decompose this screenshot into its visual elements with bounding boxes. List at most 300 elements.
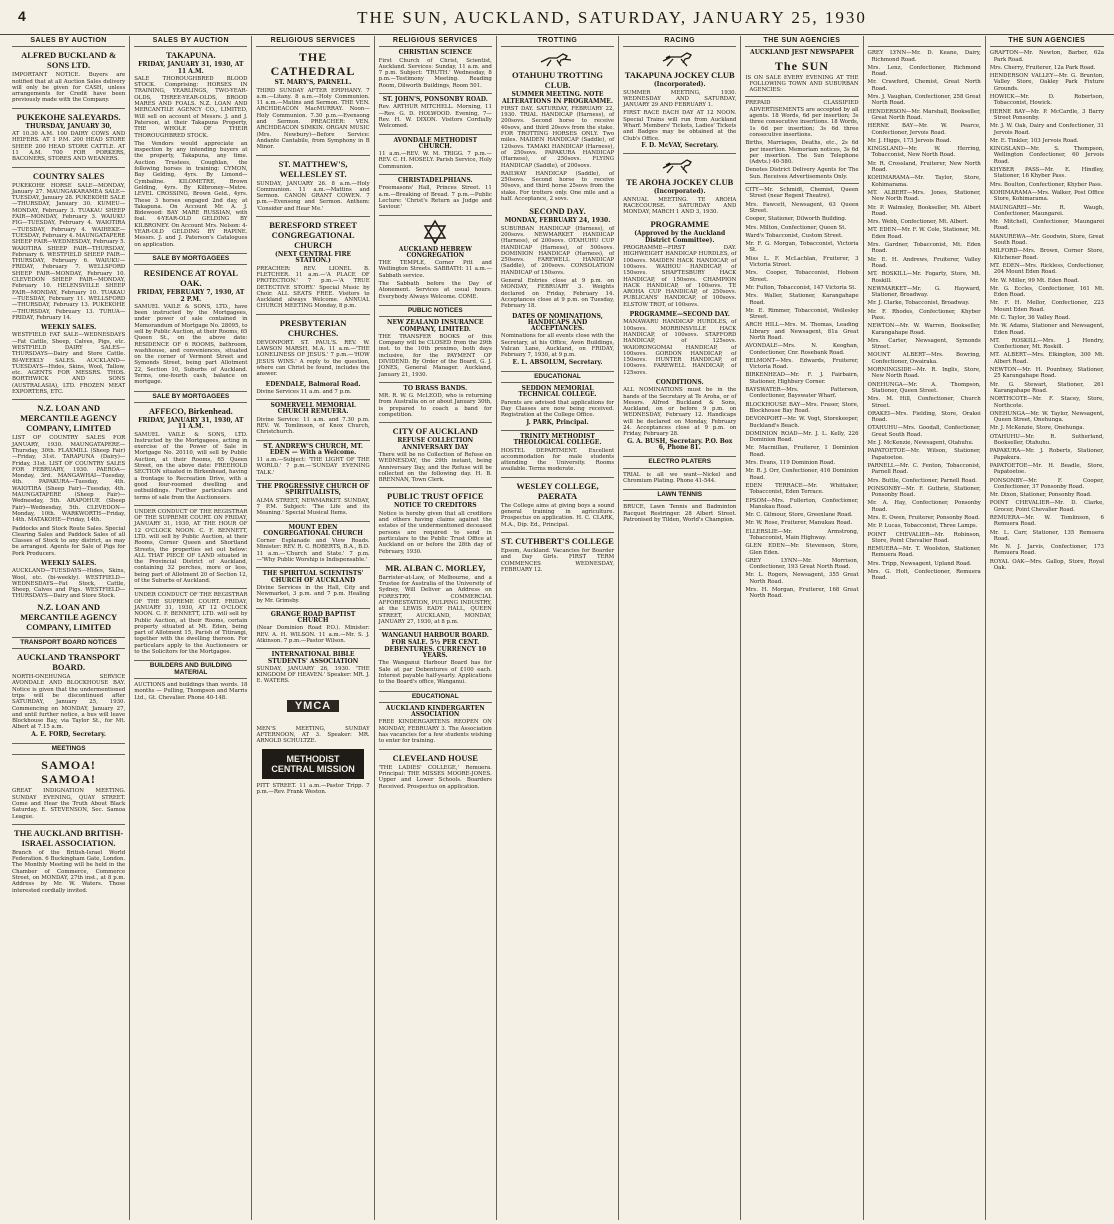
agency-entry: Mr. J. McKenzie, Newsagent, Otahuhu.	[867, 440, 974, 447]
advert-body: UNDER CONDUCT OF THE REGISTRAR OF THE SUPREME COURT. ON FRIDAY, JANUARY 31, 1930, AT THE HOUR OF 12 O'CLOCK NOON. C. F. BENNETT, LTD. will sell by Public Auction, at their Rooms, Corner Queen and Shortland Streets, the properties set out below: ALL THAT PIECE OF LAND situated in the Provincial District of Auckland, containing 32 perches, more or less, being part of Allotment 20 of Section 12, of the Suburbs of Auckland.	[134, 508, 248, 585]
agency-entry: Mr. Fulton, Tobacconist, 147 Victoria St.	[745, 284, 857, 291]
advert-body: PROGRAMME—FIRST DAY. HIGHWEIGHT HANDICAP HURDLES, of 100sovs. MAIDEN HACK HANDICAP, of 100sovs. WAIHOU HANDICAP, of 150sovs. SHAFTESBURY HACK HANDICAP, of 150sovs. CHAMPION HACK HANDICAP, of 100sovs. TE AROHA CUP HANDICAP, of 250sovs. PUBLICANS' HANDICAP, of 100sovs. ELSTOW TROT, of 100sovs.	[623, 245, 737, 308]
agency-entry: CITY—Mr. Schmidt, Chemist, Queen Street (near Regent Theatre).	[745, 187, 859, 200]
agency-entry: MORNINGSIDE—Mr. R. Inglis, Store, New North Road.	[867, 367, 981, 380]
agency-entry: REMUERA—Mr. W. Tomlinson, 6 Remuera Road.	[989, 515, 1104, 528]
agency-entry: Mr. J. Clarke, Tobacconist, Broadway.	[867, 300, 970, 307]
divider	[256, 399, 369, 400]
advert-subtitle: PROGRAMME—SECOND DAY.	[629, 311, 730, 319]
advert-body: General Entries close at 9 p.m. on MONDAY, FEBRUARY 3. Weights declared on Friday, February 14. Acceptances close at 9 p.m. on Tuesday, February 18.	[500, 278, 615, 310]
agency-entry: Ward's Tobacconist, Custom Street.	[745, 232, 843, 239]
advert	[12, 50, 125, 103]
advert	[256, 50, 369, 150]
agency-entry: ONEHUNGA—Mr. A. Thompson, Stationer, Queen Street.	[867, 381, 981, 394]
agency-entry: Mr. Crawford, Chemist, Great North Road.	[867, 79, 981, 92]
column-5	[497, 36, 619, 1220]
advert	[256, 403, 369, 435]
advert-body: First Church of Christ, Scientist, Auckland. Services: Sunday, 11 a.m. and 7 p.m. Subject: 'TRUTH.' Wednesday, 8 p.m.—Testimony Meeting. Reading Room, Dilworth Buildings, Room 501.	[378, 57, 492, 89]
advert-body: Paddocks and Stock Route Sales. Special Clearing Sales and Paddock Sales of all Classes of Stock to any district, as may be arranged. Agents for Sale of Pigs for Pork Producers.	[12, 525, 126, 557]
section-heading: BUILDERS AND BUILDING MATERIAL	[134, 660, 247, 679]
agency-entry: NEWTON—Mr. W. Warren, Bookseller, Karangahape Road.	[867, 323, 981, 336]
divider	[379, 382, 492, 383]
agency-entry: PONSONBY—Mr. F. Guthrie, Stationer, Ponsonby Road.	[867, 485, 981, 499]
advert-title: BERESFORD STREET CONGREGATIONAL CHURCH	[269, 220, 357, 251]
advert-subtitle: THE PROGRESSIVE CHURCH OF SPIRITUALISTS,	[257, 483, 369, 497]
advert-body: Divine Services 11 a.m. and 7 p.m.	[256, 388, 352, 395]
advert-title: PRESBYTERIAN CHURCHES.	[279, 317, 347, 338]
advert-body: Denotes District Delivery Agents for The Sun. Receives Advertisements Only.	[745, 167, 859, 180]
divider	[256, 314, 369, 315]
agency-entry: GREY LYNN—Mr. Morrison, Confectioner, 193 Great North Road.	[745, 557, 859, 571]
agency-entry: AVONDALE—Mrs. N. Keoghan, Confectioner, Cnr. Rosebank Road.	[745, 343, 859, 356]
advert-subtitle: FOR SALE. 5½ PER CENT. DEBENTURES. CURRENCY 10 YEARS.	[384, 639, 487, 660]
agency-list	[868, 50, 981, 581]
advert	[12, 171, 125, 322]
divider	[745, 183, 858, 184]
advert	[256, 525, 369, 564]
advert	[501, 386, 614, 426]
advert	[256, 220, 369, 310]
agency-entry: MT. ROSKILL—Mr. Fogarty, Store, Mt. Roskill.	[867, 271, 981, 284]
advert	[501, 434, 614, 473]
advert-subtitle: SUMMER MEETING. NOTE ALTERATIONS IN PROGRAMME.	[502, 91, 613, 105]
agency-entry: Mr. Macmillan, Fruiterer, 1 Dominion Road.	[745, 445, 859, 458]
agency-list	[745, 187, 858, 600]
column-6	[619, 36, 741, 1220]
advert-body: ALMA STREET, NEWMARKET. SUNDAY, 7 P.M. Subject: 'The Life and its Meaning.' Special Musical Items.	[256, 497, 370, 517]
section-heading: ELECTRO PLATERS	[623, 456, 736, 468]
masthead	[0, 0, 1114, 35]
agency-entry: ORAKEI—Mrs. Fielding, Store, Orakei Road.	[867, 410, 981, 424]
divider	[12, 167, 125, 168]
advert-body: SAMUEL VAILE & SONS, LTD. Instructed by the Mortgagees, acting in exercise of the Power of Sale in Mortgage No. 20110, will sell by Public Auction, at their Rooms, 65 Queen Street, on the above date: FREEHOLD SECTION situated in Birkenhead, having a frontage to Recreation Drive, with a good four-roomed dwelling and outbuildings. Further particulars and terms of sale from the Auctioneers.	[134, 431, 248, 501]
advert-signature: F. D. McVAY, Secretary.	[641, 141, 719, 149]
agency-entry: Mr. F. H. Mellor, Confectioner, 223 Mount Eden Road.	[989, 300, 1104, 313]
advert-body: DEVONPORT. ST. PAUL'S. REV. W. LAWSON MARSH, M.A. 11 a.m.—'THE LONELINESS OF JESUS.' 7 p.m.—'HOW JESUS WINS.' A reply to the question, where can Christ be found, includes the answer.	[256, 339, 370, 378]
advert	[12, 403, 125, 557]
agency-entry: GRAFTON—Mr. Newton, Barber, 62a Park Road.	[989, 50, 1104, 63]
advert	[379, 50, 492, 89]
advert-body: There will be no Collection of Refuse on WEDNESDAY, the 29th instant, being Anniversary Day, and the Refuse will be collected on the following day. H. B. BRENNAN, Town Clerk.	[378, 451, 492, 484]
advert-body: Notice is hereby given that all creditors and others having claims against the estates of the undermentioned deceased persons are required to send in particulars to the Public Trust Office at Auckland on or before the 28th day of February, 1930.	[378, 510, 492, 555]
page-number: 4	[18, 8, 26, 24]
advert-body: SUBURBAN HANDICAP (Harness), of 200sovs. NEWMARKET HANDICAP (Harness), of 200sovs. OTAHUHU CUP HANDICAP (Harness), of 500sovs. DOMINION HANDICAP (Harness), of 250sovs. FAREWELL HANDICAP (Saddle), of 200sovs. CONSOLATION HANDICAP of 150sovs.	[500, 225, 615, 276]
advert-title: PUBLIC TRUST OFFICE	[387, 491, 484, 502]
advert	[12, 828, 125, 894]
advert-body: BRUCE, Lawn Tennis and Badminton Racquet Restringer. 28 Albert Street. Patronised by Tilden, World's Champion.	[623, 504, 737, 524]
advert-title: WESLEY COLLEGE, PAERATA	[516, 480, 599, 501]
agency-entry: Mrs. E. Owen, Fruiterer, Ponsonby Road.	[867, 515, 980, 521]
agency-entry: NEWTON—Mr. H. Pountney, Stationer, 25 Karangahape Road.	[989, 367, 1104, 380]
advert-title: TAKAPUNA.	[165, 50, 216, 61]
advert-signature: G. A. BUSH, Secretary. P.O. Box 6, Phone 81.	[627, 437, 733, 451]
advert-body: Branch of the British-Israel World Federation. 6 Buckingham Gate, London. The Monthly Meeting will be held in the Chamber of Commerce, Commerce Street, on MONDAY, 27th inst., at 8 p.m. Address by Mr. W. Waters. Those interested cordially invited.	[12, 849, 126, 894]
advert-body: HOSTEL DEPARTMENT. Excellent accommodation for male students attending the University. Rooms available. Terms moderate.	[500, 447, 615, 473]
advert-subtitle: CHRISTADELPHIANS.	[397, 177, 473, 185]
column-heading: THE SUN AGENCIES	[745, 36, 858, 47]
agency-entry: Mr. W. Adams, Stationer and Newsagent, Eden Road.	[989, 323, 1104, 336]
divider	[379, 487, 492, 488]
advert-title: THE AUCKLAND BRITISH-ISRAEL ASSOCIATION.	[14, 827, 124, 848]
agency-entry: Mrs. H. Morgan, Fruiterer, 168 Great North Road.	[745, 587, 859, 600]
agency-entry: NORTHCOTE—Mr. F. Stacey, Store, Northcote.	[989, 396, 1104, 409]
advert-title: CLEVELAND HOUSE	[392, 752, 478, 763]
advert-subtitle: GRANGE ROAD BAPTIST CHURCH	[270, 610, 356, 625]
agency-entry: Mrs. Boulton, Confectioner, Khyber Pass.	[989, 181, 1103, 188]
column-7	[741, 36, 863, 1220]
agency-entry: Mr. Dixon, Stationer, Ponsonby Road.	[989, 492, 1092, 499]
advert	[379, 219, 492, 300]
agency-entry: MILFORD—Mrs. Brown, Corner Store, Kitchener Road.	[989, 248, 1104, 261]
column-heading: RELIGIOUS SERVICES	[256, 36, 369, 47]
advert-body: The Sabbath before the Day of Atonement. Services at usual hours. Everybody Always Welcome. COME.	[378, 281, 492, 300]
divider	[256, 648, 369, 649]
advert-body: AUCTIONS and buildings than words. 18 months — Pulling, Thompson and Marris Ltd., Gt. Chevalier. Phone 40-148.	[134, 681, 248, 701]
advert	[256, 571, 369, 603]
agency-entry: Mr. W. Miller, 99 Mt. Eden Road.	[989, 277, 1080, 284]
agency-entry: DEVONPORT—Mr. W. Vogt, Storekeeper, Buckland's Beach.	[745, 416, 859, 429]
advert-subtitle: TRINITY METHODIST THEOLOGICAL COLLEGE.	[513, 432, 602, 447]
agency-entry: Miss L. F. McLachlan, Fruiterer, 3 Victoria Street.	[745, 255, 859, 269]
agency-entry: MOUNT ALBERT—Mrs. Bowring, Confectioner, Owairaka.	[867, 352, 981, 365]
sun-title: The SUN	[774, 58, 829, 73]
advert-title: N.Z. LOAN AND MERCANTILE AGENCY COMPANY, LIMITED	[20, 403, 118, 434]
agency-entry: KOHIMARAMA—Mrs. Walker, Post Office Store, Kohimarama.	[989, 189, 1104, 203]
advert-subtitle: MOUNT EDEN CONGREGATIONAL CHURCH	[263, 523, 363, 537]
advert-subtitle: EDENDALE, Balmoral Road.	[265, 380, 361, 388]
column-heading: THE SUN AGENCIES	[990, 36, 1104, 47]
advert-subtitle: WEEKLY SALES.	[40, 560, 97, 567]
agency-list	[990, 50, 1104, 571]
agency-entry: Mrs. Buttle, Confectioner, Parnell Road.	[867, 477, 977, 484]
advert-subtitle: (NEXT CENTRAL FIRE STATION.)	[275, 251, 352, 265]
agency-entry: MAUNGAREI—Mr. R. Waugh, Confectioner, Maungarei.	[989, 204, 1104, 217]
agency-entry: Mr. C. Taylor, 36 Valley Road.	[989, 314, 1071, 321]
agency-entry: POINT CHEVALIER—Mr. D. Clarke, Grocer, Point Chevalier Road.	[989, 500, 1104, 513]
agency-entry: HENDERSON VALLEY—Mr. G. Brunton, Valley Store, Oakley Park Fixture Grounds.	[989, 73, 1104, 92]
divider	[379, 559, 492, 560]
agency-entry: KOHIMARAMA—Mr. Taylor, Store, Kohimarama.	[867, 175, 981, 188]
advert-subtitle: FRIDAY, FEBRUARY 7, 1930, AT 2 P.M.	[137, 289, 245, 303]
agency-entry: GLEN EDEN—Mr. Stevenson, Store, Glen Eden.	[745, 543, 859, 556]
advert-body: IS ON SALE EVERY EVENING AT THE FOLLOWING TOWN AND SUBURBAN AGENCIES:	[745, 74, 859, 94]
agency-entry: PAPATOETOE—Mr. Wilson, Stationer, Papatoetoe.	[867, 448, 981, 461]
advert-title: THE CATHEDRAL	[270, 50, 356, 79]
advert	[379, 563, 492, 625]
divider	[379, 134, 492, 135]
section-heading: EDUCATIONAL	[501, 371, 614, 383]
advert-body: Nominations for all events close with the Secretary, at his Office, Avon Buildings, Vulcan Lane, Auckland, on FRIDAY, February 7, 1930, at 9 p.m.	[500, 333, 615, 359]
agency-entry: MT. ALBERT—Mrs. Jones, Stationer, New North Road.	[867, 189, 981, 203]
agency-entry: Mr. P. Lucas, Tobacconist, Three Lamps.	[867, 523, 978, 530]
advert-subtitle: CHRISTIAN SCIENCE	[398, 49, 472, 57]
advert-title: PROGRAMME	[650, 219, 709, 230]
advert	[12, 112, 125, 163]
advert-body: Freemasons' Hall, Princes Street. 11 a.m.—Breaking of Bread. 7 p.m.—Public Lecture: 'Christ's Return as Judge and Saviour.'	[378, 185, 492, 211]
advert	[379, 426, 492, 483]
advert-body: Epsom, Auckland. Vacancies for Boarder and Day Girls. FIRST TERM COMMENCES WEDNESDAY, FEBRUARY 12.	[500, 547, 615, 573]
agency-entry: Mr. J. McKenzie, Store, Onehunga.	[989, 425, 1085, 432]
advert	[256, 652, 369, 684]
columns	[8, 36, 1108, 1220]
advert-body: LIST OF COUNTRY SALES FOR JANUARY, 1930. MAUNGATAPERE—Thursday, 30th. FLAXMILL (Sheep Fair)—Friday, 31st. TARAPUNA (Dairy)—Friday, 31st. LIST OF COUNTRY SALES FOR FEBRUARY, 1930. PAEROA—Monday, 3rd. MANGAWHAI—Tuesday, 4th. PAPAKURA—Tuesday, 4th. WAIOTIRA (Sheep Fair)—Tuesday, 4th. MAUNGATAPERE (Sheep Fair)—Wednesday, 5th. ARAPOHUE (Sheep Fair)—Wednesday, 5th. CLEVEDON—Monday, 10th. WARKWORTH—Friday, 14th. MATAKOHE—Friday, 14th.	[12, 435, 126, 524]
advert-subtitle: AUCKLAND JEST NEWSPAPER	[750, 49, 854, 57]
section-heading: SALE BY MORTGAGEES	[134, 391, 247, 403]
agency-entry: Mr. E. H. Andrews, Fruiterer, Valley Road.	[867, 256, 981, 269]
agency-entry: Mr. P. Walmsley, Bookseller, Mt. Albert Road.	[867, 204, 981, 217]
advert-title: TAKAPUNA JOCKEY CLUB	[624, 70, 735, 81]
agency-entry: PONSONBY—Mr. F. Cooper, Confectioner, 37 Ponsonby Road.	[989, 477, 1104, 490]
agency-entry: Mr. F. Rhodes, Confectioner, Khyber Pass.	[867, 308, 981, 321]
divider	[379, 422, 492, 423]
agency-entry: DOMINION ROAD—Mr. J. L. Kelly, 226 Dominion Road.	[745, 430, 859, 444]
advert-body: SUNDAY, JANUARY 26. 8 a.m.—Holy Communion. 11 a.m.—Mattins and Sermon. CANON GRANT COWEN. 7 p.m.—Evensong and Sermon. Anthem: 'Consider and Hear Me.'	[256, 180, 370, 212]
agency-entry: Mrs. Cooper, Tobacconist, Hobson Street.	[745, 270, 859, 283]
advert-body: The College aims at giving boys a sound general training in agriculture. Prospectus on application. H. C. CLARK, M.A., Dip. Ed., Principal.	[500, 502, 615, 528]
agency-entry: Mrs. Fawcett, Newsagent, 63 Queen Street.	[745, 201, 859, 214]
advert	[134, 592, 247, 655]
divider	[379, 174, 492, 175]
advert-body: Barrister-at-Law, of Melbourne, and a Trustee for Australia of the University of Sydney, Will Deliver an Address on FORESTRY, COMMERCIAL AFFORESTATION, PULPING INDUSTRY, at the LEWIS EADY HALL, QUEEN STREET, AUCKLAND, MONDAY, JANUARY 27, 1930, at 8 p.m.	[378, 574, 492, 625]
divider	[256, 480, 369, 481]
column-heading: SALES BY AUCTION	[134, 36, 247, 47]
advert-body: MANAWARU HANDICAP HURDLES, of 100sovs. MORRINSVILLE HACK HANDICAP, of 100sovs. STAFFORD HANDICAP, of 125sovs. WAIORONGOMAI HANDICAP, of 100sovs. GORDON HANDICAP, of 150sovs. HUNTER HANDICAP, of 100sovs. FAREWELL HANDICAP, of 125sovs.	[623, 319, 737, 376]
advert-subtitle: ST. MARY'S, PARNELL.	[274, 79, 352, 87]
agency-entry: BAYSWATER—Mrs. Patterson, Confectioner, Bayswater Wharf.	[745, 387, 859, 400]
advert-title: RESIDENCE AT ROYAL OAK.	[143, 268, 238, 289]
column-heading: TROTTING	[501, 36, 614, 47]
column-heading	[868, 36, 981, 47]
advert	[379, 320, 492, 378]
advert-body: THE TEMPLE, Corner Pitt and Wellington Streets. SABBATH: 11 a.m.—Sabbath service.	[378, 260, 492, 279]
advert-body: NORTH-ONEHUNGA SERVICE AVONDALE AND BLOCKHOUSE BAY. Notice is given that the undermentioned trips will be discontinued after SATURDAY, January 25, 1930. Commencing on MONDAY, January 27, and until further notice, a bus will leave Blockhouse Bay, via Taylor St., for Mt. Albert at 7.15 a.m.	[12, 674, 126, 731]
advert	[256, 318, 369, 378]
agency-entry: Mr. L. Rogers, Newsagent, 355 Great North Road.	[745, 572, 859, 585]
advert-body: SUNDAY, JANUARY 26, 1930. 'THE KINGDOM OF HEAVEN.' Speaker: MR. J. E. WATERS.	[256, 665, 370, 685]
advert	[501, 481, 614, 528]
agency-entry: Mr. W. Rose, Fruiterer, Manukau Road.	[745, 520, 853, 527]
agency-entry: MT. EDEN—Mrs. Rickless, Confectioner, 204 Mount Eden Road.	[989, 262, 1104, 276]
advert-subtitle: (Approved by the Auckland District Committee).	[634, 230, 726, 244]
advert-subtitle: REFUSE COLLECTION ANNIVERSARY DAY	[397, 437, 474, 451]
advert	[501, 536, 614, 573]
agency-entry: BELMONT—Mrs. Edwards, Fruiterer, Victoria Road.	[745, 357, 859, 371]
ymca-logo: YMCA	[287, 700, 339, 712]
advert-title: OTAHUHU TROTTING CLUB.	[511, 70, 604, 91]
column-8	[864, 36, 986, 1220]
advert-body: AT 10.30 A.M. 100 DAIRY COWS AND HEIFERS. AT 1 P.M. 200 HEAD STORE SHEEP. 200 HEAD STORE CATTLE. AT 11 A.M. 700 FOR PORKERS, BACONERS, STORES AND WEANERS.	[12, 131, 126, 163]
masthead-title: THE SUN, AUCKLAND, SATURDAY, JANUARY 25, 1930	[357, 8, 867, 27]
advert-body: FIRST DAY. SATURDAY, FEBRUARY 22, 1930. TRIAL HANDICAP (Harness), of 200sovs. Second horse to receive 40sovs, and third 20sovs from the stake. FOR TROTTING HORSES ONLY. Two miles. MAIDEN HANDICAP (Saddle), of 120sovs. TAMAKI HANDICAP (Harness), of 250sovs. PAPAKURA HANDICAP (Harness), of 250sovs. FLYING HANDICAP (Saddle), of 200sovs.	[500, 105, 615, 169]
advert	[623, 50, 736, 149]
section-heading: MEETINGS	[12, 743, 125, 755]
section-heading: LAWN TENNIS	[623, 489, 736, 501]
column-3	[252, 36, 374, 1220]
advert-subtitle: SOMERVELL MEMORIAL CHURCH REMUERA.	[270, 402, 356, 416]
advert-body: SAMUEL VAILE & SONS, LTD., have been instructed by the Mortgagees, under power of sale contained in Memorandum of Mortgage No. 28095, to sell by Public Auction, at their Rooms, 65 Queen St., on the above date: RESIDENCE OF 6 ROOMS, bathroom, washhouse, and conveniences, situated on the corner of Vermont Street and Symonds Street, being part Allotment 22, Section 10, Suburbs of Auckland. Terms, one-fourth cash, balance on mortgage.	[134, 303, 248, 386]
advert-subtitle: THE SPIRITUAL SCIENTISTS' CHURCH OF AUCKLAND	[262, 570, 364, 584]
agency-entry: Mrs. Milton, Confectioner, Queen St.	[745, 224, 847, 231]
divider	[12, 824, 125, 825]
advert-subtitle: DATES OF NOMINATIONS, HANDICAPS AND ACCEPTANCES.	[512, 312, 603, 333]
agency-entry: Mrs. M. Hill, Confectioner, Church Street.	[867, 396, 981, 409]
advert-title: SECOND DAY.	[529, 206, 586, 217]
agency-entry: Mr. G. Eccles, Confectioner, 161 Mt. Eden Road.	[989, 285, 1104, 299]
advert-body: Divine Services in the Hall, City and Newmarket, 3 p.m. and 7 p.m. Healing by Mr. Grimsby.	[256, 584, 370, 604]
advert-subtitle: (Incorporated).	[653, 188, 706, 196]
advert-signature: J. PARK, Principal.	[526, 418, 589, 426]
advert	[501, 206, 614, 309]
advert-title: SAMOA! SAMOA!	[41, 758, 96, 787]
advert-body: PREPAID CLASSIFIED ADVERTISEMENTS are accepted by all agents. 18 Words, 6d per insertion; 3s three consecutive insertions. 18 Words, 1s 6d per insertion; 3s 6d three consecutive insertions.	[745, 100, 859, 138]
agency-entry: Mr. R. Crossland, Fruiterer, New North Road.	[867, 160, 981, 174]
advert-subtitle: THURSDAY, JANUARY 30,	[25, 122, 112, 130]
advert-body: WESTFIELD FAT SALE—WEDNESDAYS—Fat Cattle, Sheep, Calves, Pigs, etc. WESTFIELD DAIRY SALES—THURSDAYS—Dairy and Store Cattle. BI-WEEKLY SALES. AUCKLAND—TUESDAYS—Hides, Skins, Wool, Tallow, etc. AGENTS FOR MESSRS. THOS. BORTHWICK AND SONS (AUSTRALASIA), LTD. FROZEN MEAT EXPORTERS, ETC.	[12, 332, 126, 396]
divider	[379, 215, 492, 216]
advert-body: THIRD SUNDAY AFTER EPIPHANY. 7 a.m.—Litany. 8 a.m.—Holy Communion. 11 a.m.—Matins and Sermon. THE VEN. ARCHDEACON MacMURRAY. Noon—Holy Communion. 7.30 p.m.—Evensong and Sermon. PREACHER: VEN. ARCHDEACON SIMKIN. ORGAN MUSIC (Mrs. Newbury)—Before Service: Andante Cantabile, from Symphony in B Minor.	[256, 87, 370, 151]
advert	[379, 386, 492, 418]
agency-entry: REMUERA—Mr. T. Woolston, Stationer, Remuera Road.	[867, 546, 981, 559]
divider	[134, 588, 247, 589]
advert-body: 11 a.m.—REV. W. M. TRIGG. 7 p.m.—REV. C. H. MOSELY. Parish Service, Holy Communion.	[378, 151, 492, 170]
advert	[12, 561, 125, 632]
advert-subtitle: TO BRASS BANDS.	[403, 384, 468, 392]
divider	[256, 567, 369, 568]
advert-title: AFFECO, Birkenhead.	[148, 405, 233, 416]
advert-body: MR. R. W. G. McLEOD, who is returning from Australia on or about January 30th, is prepared to coach a band for competition.	[378, 393, 492, 419]
advert-body: PREACHER: REV. LIONEL B. FLETCHER. 11 a.m.—'A PLACE OF PROTECTION.' 7 p.m.—'A TRUE DETECTIVE STORY.' Special Music by Choir. ALL SEATS FREE. Visitors to Auckland always Welcome. ANNUAL CHURCH MEETING Monday, 8 p.m.	[256, 265, 370, 310]
advert-body: FREE KINDERGARTENS REOPEN ON MONDAY, FEBRUARY 3. The Association has vacancies for a few students wishing to enter for training.	[378, 719, 492, 745]
advert-signature: A. E. FORD, Secretary.	[31, 730, 106, 738]
agency-entry: HERNE BAY—Mr. P. McCardle, 3 Barry Street Ponsonby.	[989, 108, 1104, 121]
advert	[12, 758, 125, 819]
agency-entry: MT. EDEN—Mr. F. W. Cole, Stationer, Mt. Eden Road.	[867, 227, 981, 240]
column-1	[8, 36, 130, 1220]
divider	[379, 749, 492, 750]
advert	[379, 491, 492, 554]
advert	[256, 612, 369, 644]
agency-entry: HENDERSON—Mr. Marshall, Bookseller, Great North Road.	[867, 108, 981, 121]
agency-entry: Mrs. Waller, Stationer, Karangahape Road.	[745, 293, 859, 306]
advert-subtitle: AVONDALE METHODIST CHURCH.	[393, 136, 478, 150]
divider	[623, 153, 736, 154]
advert-subtitle: WEEKLY SALES.	[40, 324, 97, 332]
advert-body: 11 a.m.—Subject: 'THE LIGHT OF THE WORLD.' 7 p.m.—'SUNDAY EVENING TALK.'	[256, 457, 370, 476]
advert-body: Rev. ARTHUR MITCHELL. Morning, 11—Rev. G. D. HOLWOOD. Evening, 7—Rev. H. W. DIXON. Visitors Cordially Welcomed.	[378, 104, 492, 130]
agency-entry: Mrs. Cherry, Fruiterer, 12a Park Road.	[989, 64, 1096, 71]
agency-entry: Mr. C. Gilmour, Store, Greenlane Road.	[745, 512, 853, 519]
advert-subtitle: FRIDAY, JANUARY 31, 1930, AT 11 A.M.	[138, 416, 244, 431]
advert-body: THE TRANSFER BOOKS of this Company will be CLOSED from the 29th inst. to the 10th proximo, both days inclusive, for the PAYMENT OF DIVIDEND. By Order of the Board, G. J. JONES, General Manager. Auckland, January 21, 1930.	[378, 333, 492, 378]
advert-subtitle: (Incorporated).	[653, 81, 706, 89]
advert	[379, 97, 492, 129]
advert	[501, 50, 614, 202]
agency-entry: MT. ROSKILL—Mrs. J. Hendry, Confectioner, Mt. Roskill.	[989, 337, 1104, 351]
advert-body: Parents are advised that applications for Day Classes are now being received. Registration at the College Office.	[500, 399, 615, 419]
agency-entry: EPSOM—Mrs. Fullerton, Confectioner, Manukau Road.	[745, 497, 859, 510]
advert-title: CITY OF AUCKLAND	[392, 426, 478, 437]
agency-entry: KINGSLAND—Mr. S. Thompson, Wellington Confectioner, 60 Jervois Road.	[989, 146, 1104, 165]
advert	[623, 312, 736, 376]
agency-entry: EDEN TERRACE—Mr. Whittaker, Tobacconist, Eden Terrace.	[745, 482, 859, 496]
advert-subtitle: FRIDAY, JANUARY 31, 1930, AT 11 A.M.	[138, 61, 244, 75]
advert-body: The Wanganui Harbour Board has for Sale at par Debentures of £100 each. Interest payable half-yearly. Applications to the Board's office, Wanganui.	[378, 660, 492, 686]
agency-entry: ONEHUNGA—Mr. W. Taylor, Newsagent, Queen Street, Onehunga.	[989, 410, 1104, 424]
advert-title: MR. ALBAN C. MORLEY,	[385, 562, 486, 573]
agency-entry: Mr. L. Carr, Stationer, 135 Remuera Road.	[989, 529, 1104, 542]
advert	[379, 633, 492, 685]
divider	[379, 629, 492, 630]
advert-body: RAILWAY HANDICAP (Saddle), of 250sovs. Second horse to receive 50sovs, and third horse 25sovs from the stake. For trotters only. One mile and a half. Acceptance, 2 sovs.	[500, 170, 615, 203]
agency-entry: BLOCKHOUSE BAY—Mrs. Fraser, Store, Blockhouse Bay Road.	[745, 401, 859, 414]
agency-entry: ELLERSLIE—Mr. Armstrong, Tobacconist, Main Highway.	[745, 528, 859, 541]
agency-entry: NEWMARKET—Mr. G. Hayward, Stationer, Broadway.	[867, 285, 981, 299]
agency-entry: Mr. A. Hay, Confectioner, Ponsonby Road.	[867, 500, 981, 513]
racehorse-icon	[623, 50, 736, 68]
agency-entry: PAPAKURA—Mr. J. Roberts, Stationer, Papakura.	[989, 448, 1104, 461]
advert	[134, 682, 247, 701]
column-heading: RACING	[623, 36, 736, 47]
advert-subtitle: CONDITIONS.	[655, 378, 704, 386]
advert	[134, 406, 247, 501]
agency-entry: HOWICK—Mr. D. Robertson, Tobacconist, Howick.	[989, 94, 1104, 107]
section-heading: SALE BY MORTGAGEES	[134, 253, 247, 265]
advert	[379, 706, 492, 745]
agency-entry: Mrs. J. Vaughan, Confectioner, 258 Great North Road.	[867, 94, 981, 107]
agency-entry: Mrs. Gardner, Tobacconist, Mt. Eden Road.	[867, 242, 981, 255]
advert-title: TE AROHA JOCKEY CLUB	[626, 177, 734, 188]
divider	[256, 216, 369, 217]
agency-entry: Mrs. Lenz, Confectioner, Richmond Road.	[867, 64, 981, 78]
advert-title: ST. CUTHBERT'S COLLEGE	[501, 535, 614, 546]
advert-body: PUKEKOHE HORSE SALE—MONDAY, January 27. MAUNGAKARAMEA SALE—TUESDAY, January 28. PUKEKOHE SALE—THURSDAY, January 30. KUMEU—MONDAY, February 3. TUAKAU SHEEP FAIR—MONDAY, February 3. WAIUKU FIG—TUESDAY, February 4. WAIOTIRA—TUESDAY, February 4. WAIHEKE—TUESDAY, February 4. MAUNGATAPERE SHEEP FAIR—WEDNESDAY, February 5. WAIOTIRA SHEEP FAIR—THURSDAY, February 6. WESTFIELD SHEEP FAIR—THURSDAY, February 6. WAIUKU—FRIDAY, February 7. WELLSFORD SHEEP FAIR—MONDAY, February 10. CLEVEDON SHEEP FAIR—MONDAY, February 10. HELENSVILLE SHEEP FAIR—MONDAY, February 10. TUAKAU—TUESDAY, February 11. WELLSFORD—THURSDAY, February 13. PUKEKOHE—THURSDAY, February 13. TURUA—FRIDAY, February 14.	[12, 182, 126, 321]
advert-title: AUCKLAND TRANSPORT BOARD.	[17, 652, 121, 673]
column-9	[986, 36, 1108, 1220]
agency-entry: Mr. J. W. Oak, Dairy and Confectioner, 31 Jervois Road.	[989, 123, 1104, 136]
agency-entry: Mrs. G. Holt, Confectioner, Remuera Road.	[867, 569, 981, 582]
advert	[256, 444, 369, 476]
advert-title: PUKEKOHE SALEYARDS.	[16, 111, 121, 122]
divider	[501, 532, 614, 533]
agency-entry: Mr. N. J. Jarvis, Confectioner, 173 Remuera Road.	[989, 544, 1104, 557]
advert	[134, 268, 247, 385]
advert-body: 'THE LADIES' COLLEGE,' Remuera. Principal: THE MISSES MOORE-JONES. Upper and Lower Schools. Boarders Received. Prospectus on application.	[378, 764, 492, 790]
advert	[623, 157, 736, 215]
advert-signature: E. L. ABSOLUM, Secretary.	[512, 358, 603, 366]
star-of-david-icon	[379, 219, 492, 245]
agency-entry: POINT CHEVALIER—Mr. Robinson, Store, Point Chevalier Road.	[867, 531, 981, 544]
agency-entry: Mrs. Webb, Confectioner, Mt. Albert.	[867, 219, 969, 226]
divider	[501, 477, 614, 478]
advert-body: Divine Service: 11 a.m. and 7.30 p.m. REV. W. Tomlinson, of Knox Church, Christchurch.	[256, 416, 370, 436]
advert-body: SUMMER MEETING, 1930. WEDNESDAY AND SATURDAY, JANUARY 29 AND FEBRUARY 1.	[623, 89, 737, 109]
advert-subtitle: WANGANUI HARBOUR BOARD.	[381, 632, 489, 640]
agency-entry: Mrs. Evans, 119 Dominion Road.	[745, 460, 836, 467]
divider	[379, 93, 492, 94]
advert-body: Births, Marriages, Deaths, etc., 2s 6d per insertion. Memoriam notices, 3s 6d per insertion. The Sun Telephone (Advts.) 40-580.	[745, 140, 859, 166]
advert-body: GREAT INDIGNATION MEETING. SUNDAY EVENING, QUAY STREET. Come and Hear the Truth About Black Saturday. E. STEVENSON, Sec. Samoa League.	[12, 788, 126, 820]
agency-entry: HERNE BAY—Mr. W. Pearce, Confectioner, Jervois Road.	[867, 123, 981, 136]
advert	[379, 178, 492, 210]
advert-subtitle: ST. JOHN'S, PONSONBY ROAD.	[382, 96, 488, 104]
divider	[256, 608, 369, 609]
column-2	[130, 36, 252, 1220]
divider	[256, 155, 369, 156]
divider	[12, 108, 125, 109]
divider	[134, 505, 247, 506]
agency-entry: Cooper, Stationer, Dilworth Building.	[745, 216, 847, 223]
advert-subtitle: NOTICE TO CREDITORS	[393, 502, 477, 510]
